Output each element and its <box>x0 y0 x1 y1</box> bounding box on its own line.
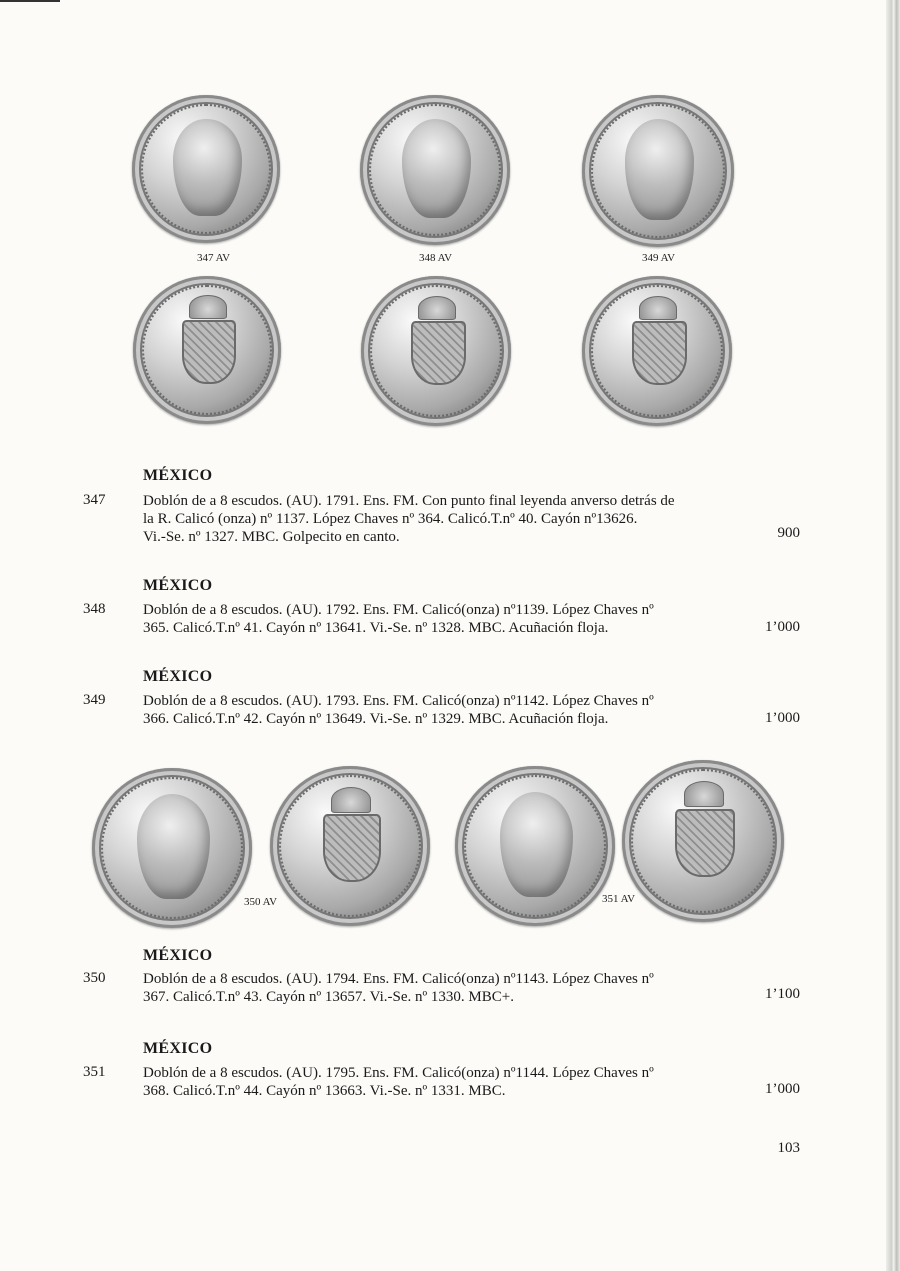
lot-price: 1’000 <box>765 1081 800 1097</box>
coin-347-obverse-image <box>132 95 280 243</box>
lot-number: 349 <box>83 692 106 708</box>
lot-description-line: Vi.-Se. nº 1327. MBC. Golpecito en canto. <box>143 529 400 545</box>
lot-price: 1’000 <box>765 619 800 635</box>
lot-price: 1’100 <box>765 986 800 1002</box>
section-title: MÉXICO <box>143 577 213 594</box>
coin-349-reverse-image <box>582 276 732 426</box>
coin-label-347: 347 AV <box>197 252 231 264</box>
coin-350-reverse-image <box>270 766 430 926</box>
lot-description-line: 368. Calicó.T.nº 44. Cayón nº 13663. Vi.-Se. nº 1331. MBC. <box>143 1083 506 1099</box>
lot-price: 900 <box>777 525 800 541</box>
lot-description-line: Doblón de a 8 escudos. (AU). 1792. Ens. FM. Calicó(onza) nº1139. López Chaves nº <box>143 602 654 618</box>
lot-number: 347 <box>83 492 106 508</box>
lot-number: 350 <box>83 970 106 986</box>
lot-description-line: la R. Calicó (onza) nº 1137. López Chaves nº 364. Calicó.T.nº 40. Cayón nº13626. <box>143 511 638 527</box>
section-title: MÉXICO <box>143 668 213 685</box>
lot-description-line: Doblón de a 8 escudos. (AU). 1794. Ens. FM. Calicó(onza) nº1143. López Chaves nº <box>143 971 654 987</box>
page-edge-mark <box>0 0 60 2</box>
coin-350-obverse-image <box>92 768 252 928</box>
lot-price: 1’000 <box>765 710 800 726</box>
lot-description-line: Doblón de a 8 escudos. (AU). 1791. Ens. FM. Con punto final leyenda anverso detrás de <box>143 493 675 509</box>
coin-347-reverse-image <box>133 276 281 424</box>
coin-label-351: 351 AV <box>602 893 636 905</box>
coin-348-obverse-image <box>360 95 510 245</box>
coin-label-350: 350 AV <box>244 896 278 908</box>
coin-351-obverse-image <box>455 766 615 926</box>
coin-351-reverse-image <box>622 760 784 922</box>
lot-description-line: 366. Calicó.T.nº 42. Cayón nº 13649. Vi.-Se. nº 1329. MBC. Acuñación floja. <box>143 711 609 727</box>
coin-348-reverse-image <box>361 276 511 426</box>
page-binding-edge <box>886 0 900 1271</box>
lot-description-line: 365. Calicó.T.nº 41. Cayón nº 13641. Vi.-Se. nº 1328. MBC. Acuñación floja. <box>143 620 609 636</box>
lot-number: 348 <box>83 601 106 617</box>
lot-description-line: Doblón de a 8 escudos. (AU). 1795. Ens. FM. Calicó(onza) nº1144. López Chaves nº <box>143 1065 654 1081</box>
page-number: 103 <box>777 1140 800 1156</box>
lot-number: 351 <box>83 1064 106 1080</box>
lot-description-line: Doblón de a 8 escudos. (AU). 1793. Ens. FM. Calicó(onza) nº1142. López Chaves nº <box>143 693 654 709</box>
coin-349-obverse-image <box>582 95 734 247</box>
section-title: MÉXICO <box>143 467 213 484</box>
coin-label-349: 349 AV <box>642 252 676 264</box>
section-title: MÉXICO <box>143 947 213 964</box>
section-title: MÉXICO <box>143 1040 213 1057</box>
coin-label-348: 348 AV <box>419 252 453 264</box>
lot-description-line: 367. Calicó.T.nº 43. Cayón nº 13657. Vi.-Se. nº 1330. MBC+. <box>143 989 514 1005</box>
